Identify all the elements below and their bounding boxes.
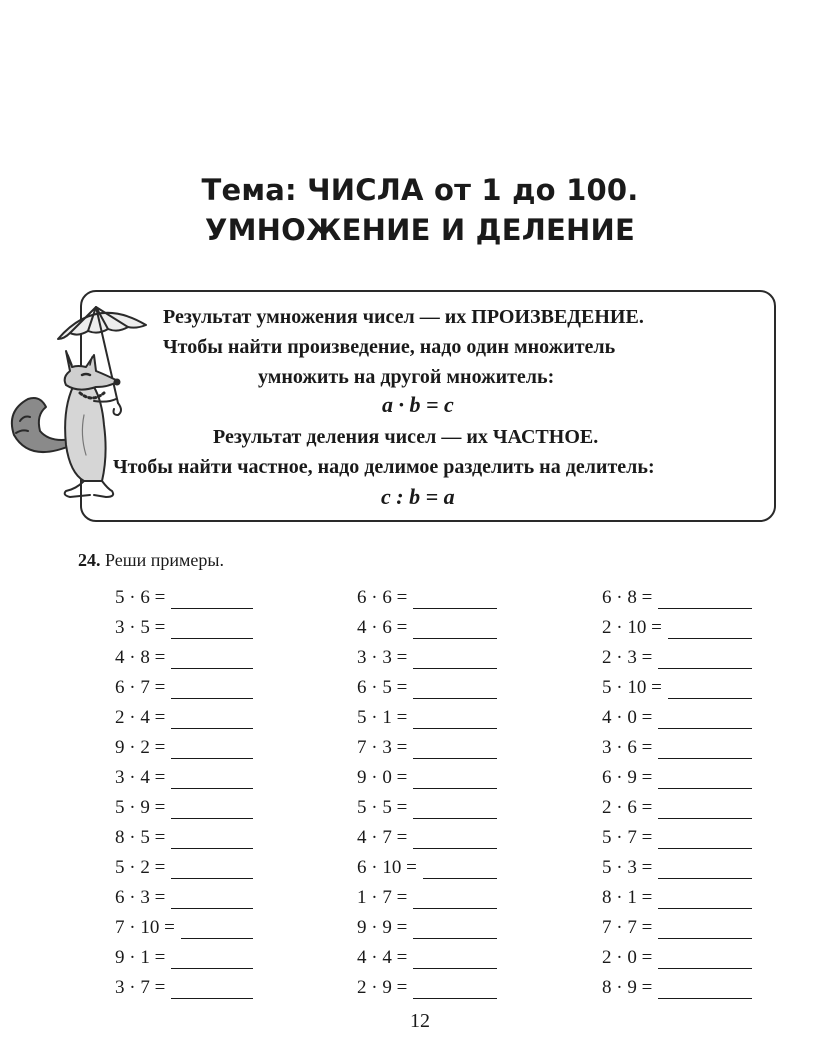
- exercise-row: 8 · 1 =: [602, 883, 752, 913]
- task-header: [78, 548, 224, 572]
- answer-blank[interactable]: [171, 798, 253, 819]
- rule-line-3: умножить на другой множитель:: [258, 366, 555, 388]
- rule-line-4: Результат деления чисел — их ЧАСТНОЕ.: [213, 426, 599, 448]
- answer-blank[interactable]: [171, 948, 253, 969]
- exercise-row: 5 · 6 =: [115, 583, 253, 613]
- rule-line-1: Результат умножения чисел — их ПРОИЗВЕДЕНИЕ.: [163, 306, 644, 328]
- exercise-row: 8 · 9 =: [602, 973, 752, 1003]
- exercise-row: 4 · 4 =: [357, 943, 497, 973]
- answer-blank[interactable]: [413, 588, 497, 609]
- exercise-row: 4 · 0 =: [602, 703, 752, 733]
- formula-division: c : b = a: [381, 484, 455, 509]
- exercise-row: 6 · 9 =: [602, 763, 752, 793]
- task-instruction: Реши примеры.: [100, 550, 224, 570]
- exercise-row: 1 · 7 =: [357, 883, 497, 913]
- exercise-row: 4 · 7 =: [357, 823, 497, 853]
- exercise-row: 5 · 9 =: [115, 793, 253, 823]
- exercise-row: 9 · 9 =: [357, 913, 497, 943]
- title-line-1: Тема: ЧИСЛА от 1 до 100.: [201, 173, 639, 207]
- exercise-row: 7 · 7 =: [602, 913, 752, 943]
- answer-blank[interactable]: [171, 708, 253, 729]
- answer-blank[interactable]: [413, 678, 497, 699]
- exercise-row: 7 · 10 =: [115, 913, 253, 943]
- exercise-column-3: [602, 583, 752, 1003]
- exercise-row: 6 · 6 =: [357, 583, 497, 613]
- page-title: [0, 170, 840, 250]
- answer-blank[interactable]: [413, 648, 497, 669]
- answer-blank[interactable]: [171, 588, 253, 609]
- rule-line-2: Чтобы найти произведение, надо один множитель: [163, 336, 616, 358]
- exercise-row: 5 · 2 =: [115, 853, 253, 883]
- answer-blank[interactable]: [413, 768, 497, 789]
- answer-blank[interactable]: [413, 738, 497, 759]
- rule-line-5: Чтобы найти частное, надо делимое разделить на делитель:: [113, 456, 655, 478]
- exercise-row: 2 · 9 =: [357, 973, 497, 1003]
- answer-blank[interactable]: [658, 648, 752, 669]
- formula-multiplication: a · b = c: [382, 392, 454, 417]
- exercise-row: 6 · 8 =: [602, 583, 752, 613]
- answer-blank[interactable]: [413, 948, 497, 969]
- exercise-row: 2 · 4 =: [115, 703, 253, 733]
- answer-blank[interactable]: [658, 948, 752, 969]
- answer-blank[interactable]: [171, 828, 253, 849]
- answer-blank[interactable]: [171, 768, 253, 789]
- exercise-row: 9 · 1 =: [115, 943, 253, 973]
- answer-blank[interactable]: [658, 858, 752, 879]
- answer-blank[interactable]: [658, 888, 752, 909]
- exercise-row: 2 · 6 =: [602, 793, 752, 823]
- answer-blank[interactable]: [658, 918, 752, 939]
- exercise-row: 8 · 5 =: [115, 823, 253, 853]
- exercise-row: 3 · 6 =: [602, 733, 752, 763]
- page-number: 12: [410, 1010, 430, 1032]
- answer-blank[interactable]: [171, 738, 253, 759]
- answer-blank[interactable]: [171, 648, 253, 669]
- exercise-row: 6 · 10 =: [357, 853, 497, 883]
- exercise-row: 4 · 8 =: [115, 643, 253, 673]
- exercise-row: 3 · 7 =: [115, 973, 253, 1003]
- exercise-row: 3 · 3 =: [357, 643, 497, 673]
- exercise-row: 6 · 7 =: [115, 673, 253, 703]
- exercise-row: 7 · 3 =: [357, 733, 497, 763]
- answer-blank[interactable]: [658, 828, 752, 849]
- answer-blank[interactable]: [658, 708, 752, 729]
- exercise-row: 6 · 3 =: [115, 883, 253, 913]
- task-number: 24.: [78, 550, 101, 570]
- fox-with-umbrella-illustration: [0, 295, 170, 505]
- answer-blank[interactable]: [171, 678, 253, 699]
- exercise-row: 5 · 5 =: [357, 793, 497, 823]
- answer-blank[interactable]: [413, 918, 497, 939]
- exercise-row: 6 · 5 =: [357, 673, 497, 703]
- answer-blank[interactable]: [658, 978, 752, 999]
- answer-blank[interactable]: [181, 918, 253, 939]
- exercise-row: 2 · 0 =: [602, 943, 752, 973]
- answer-blank[interactable]: [658, 588, 752, 609]
- answer-blank[interactable]: [171, 858, 253, 879]
- answer-blank[interactable]: [658, 738, 752, 759]
- exercise-row: 3 · 5 =: [115, 613, 253, 643]
- answer-blank[interactable]: [413, 798, 497, 819]
- exercise-row: 5 · 10 =: [602, 673, 752, 703]
- exercise-row: 2 · 3 =: [602, 643, 752, 673]
- answer-blank[interactable]: [413, 828, 497, 849]
- answer-blank[interactable]: [668, 678, 752, 699]
- answer-blank[interactable]: [413, 978, 497, 999]
- answer-blank[interactable]: [423, 858, 497, 879]
- exercise-row: 9 · 2 =: [115, 733, 253, 763]
- exercise-row: 5 · 1 =: [357, 703, 497, 733]
- answer-blank[interactable]: [413, 708, 497, 729]
- exercise-row: 5 · 3 =: [602, 853, 752, 883]
- exercise-row: 2 · 10 =: [602, 613, 752, 643]
- answer-blank[interactable]: [658, 798, 752, 819]
- exercise-row: 4 · 6 =: [357, 613, 497, 643]
- answer-blank[interactable]: [171, 618, 253, 639]
- answer-blank[interactable]: [413, 618, 497, 639]
- exercise-row: 9 · 0 =: [357, 763, 497, 793]
- title-line-2: УМНОЖЕНИЕ И ДЕЛЕНИЕ: [205, 213, 635, 247]
- exercise-column-2: [357, 583, 497, 1003]
- answer-blank[interactable]: [171, 978, 253, 999]
- answer-blank[interactable]: [658, 768, 752, 789]
- answer-blank[interactable]: [668, 618, 752, 639]
- answer-blank[interactable]: [413, 888, 497, 909]
- answer-blank[interactable]: [171, 888, 253, 909]
- exercise-column-1: [115, 583, 253, 1003]
- exercise-row: 3 · 4 =: [115, 763, 253, 793]
- exercise-row: 5 · 7 =: [602, 823, 752, 853]
